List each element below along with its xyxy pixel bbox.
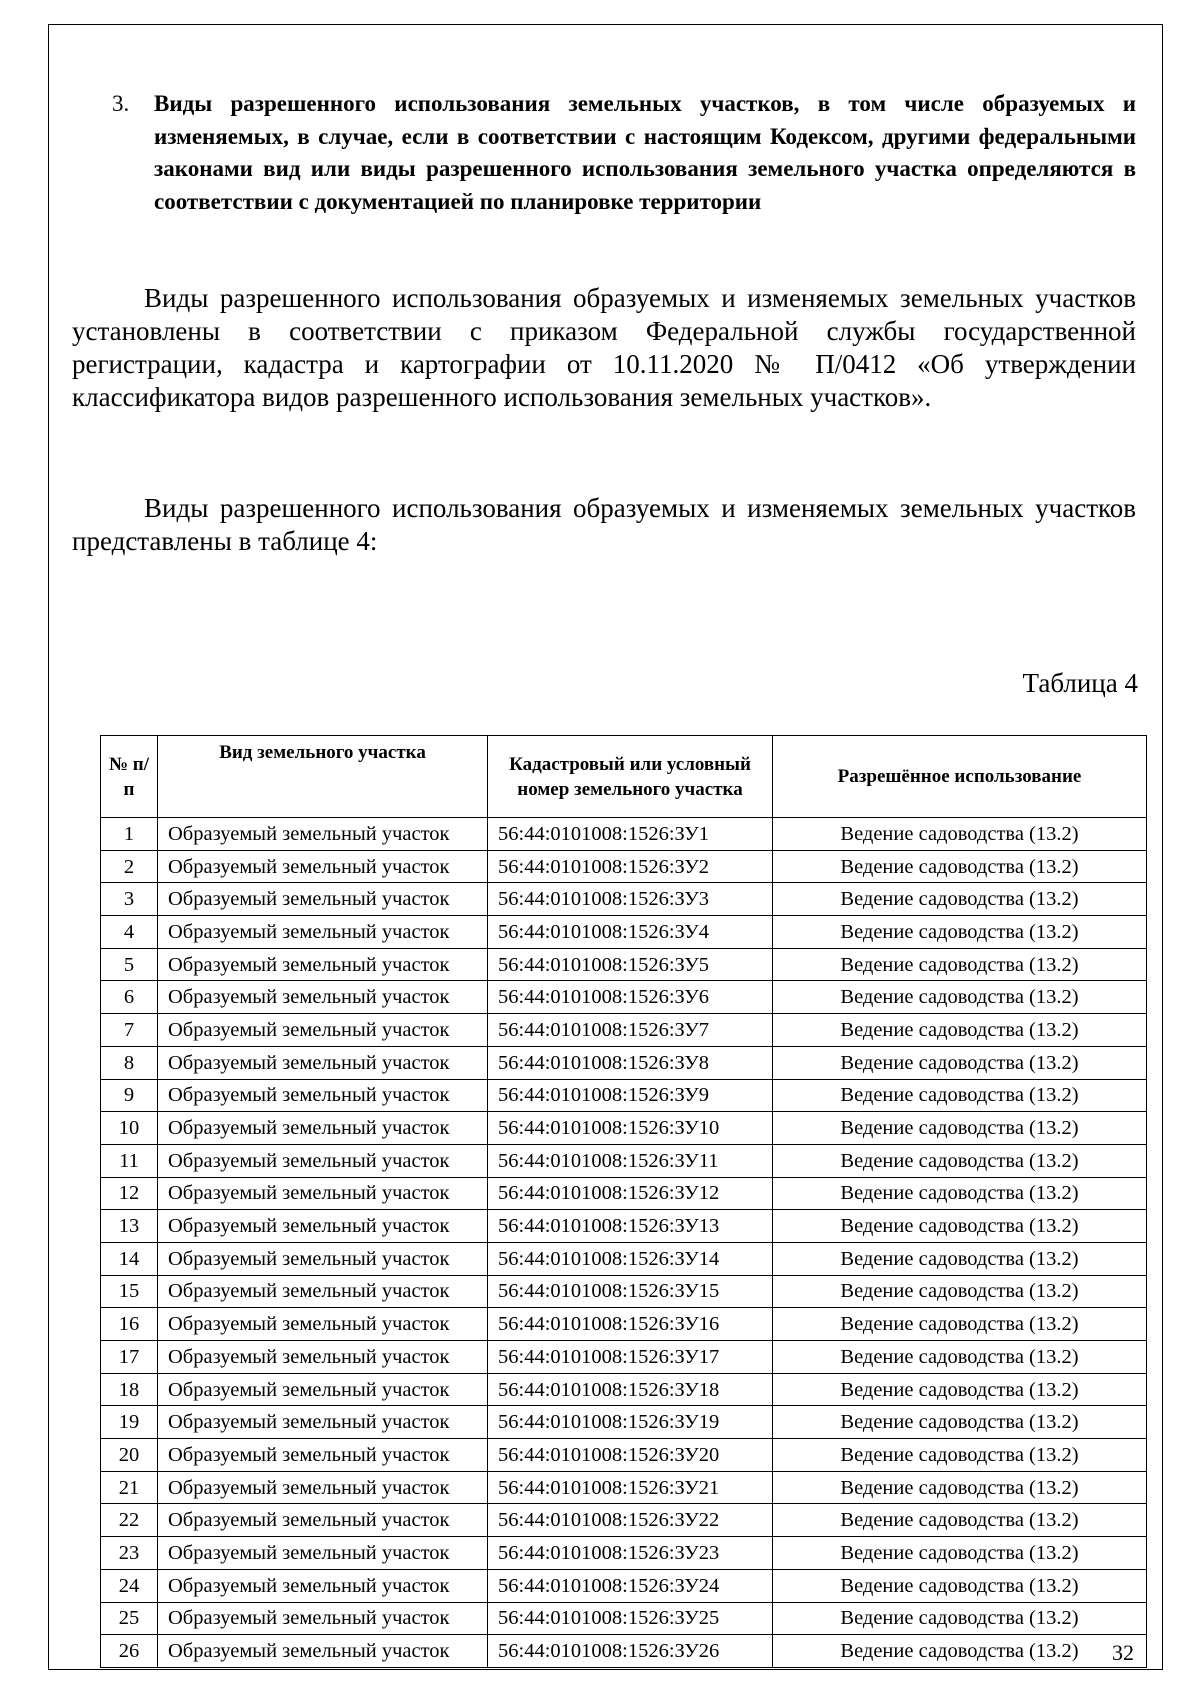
cell-plot-type: Образуемый земельный участок (158, 1112, 488, 1145)
table-row (101, 1341, 1147, 1374)
cell-num: 17 (101, 1341, 158, 1374)
cell-num: 13 (101, 1210, 158, 1243)
table-row (101, 916, 1147, 949)
table-row (101, 1471, 1147, 1504)
cell-permitted-use: Ведение садоводства (13.2) (773, 850, 1147, 883)
table-row (101, 818, 1147, 851)
cell-permitted-use: Ведение садоводства (13.2) (773, 1014, 1147, 1047)
table-row (101, 1308, 1147, 1341)
cell-permitted-use: Ведение садоводства (13.2) (773, 1537, 1147, 1570)
cell-plot-type: Образуемый земельный участок (158, 916, 488, 949)
cell-cadastral-number: 56:44:0101008:1526:ЗУ18 (488, 1373, 773, 1406)
cell-num: 9 (101, 1079, 158, 1112)
cell-plot-type: Образуемый земельный участок (158, 1275, 488, 1308)
cell-cadastral-number: 56:44:0101008:1526:ЗУ2 (488, 850, 773, 883)
cell-cadastral-number: 56:44:0101008:1526:ЗУ22 (488, 1504, 773, 1537)
cell-permitted-use: Ведение садоводства (13.2) (773, 1439, 1147, 1472)
section-number: 3. (112, 91, 130, 116)
cell-plot-type: Образуемый земельный участок (158, 818, 488, 851)
page-number: 32 (1112, 1640, 1134, 1665)
cell-plot-type: Образуемый земельный участок (158, 1602, 488, 1635)
cell-permitted-use: Ведение садоводства (13.2) (773, 1406, 1147, 1439)
cell-permitted-use: Ведение садоводства (13.2) (773, 1373, 1147, 1406)
cell-cadastral-number: 56:44:0101008:1526:ЗУ1 (488, 818, 773, 851)
cell-num: 6 (101, 981, 158, 1014)
cell-plot-type: Образуемый земельный участок (158, 1144, 488, 1177)
cell-permitted-use: Ведение садоводства (13.2) (773, 1275, 1147, 1308)
cell-cadastral-number: 56:44:0101008:1526:ЗУ6 (488, 981, 773, 1014)
cell-permitted-use: Ведение садоводства (13.2) (773, 1144, 1147, 1177)
table-row (101, 883, 1147, 916)
cell-permitted-use: Ведение садоводства (13.2) (773, 1177, 1147, 1210)
cell-num: 26 (101, 1635, 158, 1668)
table-row (101, 1014, 1147, 1047)
cell-cadastral-number: 56:44:0101008:1526:ЗУ12 (488, 1177, 773, 1210)
section-heading (112, 88, 1136, 218)
cell-num: 21 (101, 1471, 158, 1504)
cell-plot-type: Образуемый земельный участок (158, 1014, 488, 1047)
cell-num: 10 (101, 1112, 158, 1145)
cell-plot-type: Образуемый земельный участок (158, 1439, 488, 1472)
cell-num: 24 (101, 1569, 158, 1602)
cell-cadastral-number: 56:44:0101008:1526:ЗУ15 (488, 1275, 773, 1308)
cell-cadastral-number: 56:44:0101008:1526:ЗУ8 (488, 1046, 773, 1079)
cell-permitted-use: Ведение садоводства (13.2) (773, 1471, 1147, 1504)
cell-permitted-use: Ведение садоводства (13.2) (773, 1308, 1147, 1341)
cell-cadastral-number: 56:44:0101008:1526:ЗУ7 (488, 1014, 773, 1047)
cell-cadastral-number: 56:44:0101008:1526:ЗУ9 (488, 1079, 773, 1112)
cell-num: 18 (101, 1373, 158, 1406)
cell-permitted-use: Ведение садоводства (13.2) (773, 1242, 1147, 1275)
table-row (101, 1079, 1147, 1112)
table-row (101, 1144, 1147, 1177)
cell-plot-type: Образуемый земельный участок (158, 1406, 488, 1439)
cell-num: 4 (101, 916, 158, 949)
header-cadastral-number: Кадастровый или условный номер земельного участка (488, 736, 773, 818)
cell-num: 14 (101, 1242, 158, 1275)
table-row (101, 1504, 1147, 1537)
table-row (101, 1537, 1147, 1570)
cell-num: 1 (101, 818, 158, 851)
cell-num: 23 (101, 1537, 158, 1570)
cell-permitted-use: Ведение садоводства (13.2) (773, 1635, 1147, 1668)
cell-num: 25 (101, 1602, 158, 1635)
cell-plot-type: Образуемый земельный участок (158, 1046, 488, 1079)
cell-plot-type: Образуемый земельный участок (158, 1537, 488, 1570)
cell-num: 3 (101, 883, 158, 916)
cell-permitted-use: Ведение садоводства (13.2) (773, 1046, 1147, 1079)
table-row (101, 1112, 1147, 1145)
cell-num: 8 (101, 1046, 158, 1079)
cell-plot-type: Образуемый земельный участок (158, 1341, 488, 1374)
table-row (101, 981, 1147, 1014)
cell-num: 20 (101, 1439, 158, 1472)
cell-plot-type: Образуемый земельный участок (158, 883, 488, 916)
cell-num: 12 (101, 1177, 158, 1210)
cell-num: 2 (101, 850, 158, 883)
cell-plot-type: Образуемый земельный участок (158, 1177, 488, 1210)
cell-cadastral-number: 56:44:0101008:1526:ЗУ25 (488, 1602, 773, 1635)
table-row (101, 1635, 1147, 1668)
section-title: Виды разрешенного использования земельных участков, в том числе образуемых и изменяемых, в случае, если в соответствии с настоящим Кодексом, другими федеральными законами вид или виды разрешенного использования земельного участка определяются в соответствии с документацией по планировке территории (154, 91, 1136, 214)
cell-plot-type: Образуемый земельный участок (158, 1242, 488, 1275)
table-caption: Таблица 4 (1022, 668, 1138, 698)
cell-permitted-use: Ведение садоводства (13.2) (773, 818, 1147, 851)
cell-plot-type: Образуемый земельный участок (158, 1210, 488, 1243)
cell-permitted-use: Ведение садоводства (13.2) (773, 1112, 1147, 1145)
table-row (101, 1046, 1147, 1079)
cell-permitted-use: Ведение садоводства (13.2) (773, 1210, 1147, 1243)
cell-permitted-use: Ведение садоводства (13.2) (773, 1504, 1147, 1537)
cell-cadastral-number: 56:44:0101008:1526:ЗУ17 (488, 1341, 773, 1374)
cell-cadastral-number: 56:44:0101008:1526:ЗУ3 (488, 883, 773, 916)
cell-cadastral-number: 56:44:0101008:1526:ЗУ4 (488, 916, 773, 949)
table-row (101, 1406, 1147, 1439)
header-permitted-use: Разрешённое использование (773, 736, 1147, 818)
land-plots-table (100, 735, 1147, 1668)
cell-num: 11 (101, 1144, 158, 1177)
cell-plot-type: Образуемый земельный участок (158, 981, 488, 1014)
cell-num: 16 (101, 1308, 158, 1341)
table-row (101, 1439, 1147, 1472)
table-row (101, 948, 1147, 981)
cell-cadastral-number: 56:44:0101008:1526:ЗУ13 (488, 1210, 773, 1243)
paragraph-table-intro: Виды разрешенного использования образуемых и изменяемых земельных участков представлены в таблице 4: (72, 493, 1136, 556)
cell-plot-type: Образуемый земельный участок (158, 850, 488, 883)
cell-cadastral-number: 56:44:0101008:1526:ЗУ26 (488, 1635, 773, 1668)
cell-plot-type: Образуемый земельный участок (158, 1504, 488, 1537)
table-row (101, 850, 1147, 883)
cell-num: 15 (101, 1275, 158, 1308)
cell-cadastral-number: 56:44:0101008:1526:ЗУ23 (488, 1537, 773, 1570)
table-row (101, 1602, 1147, 1635)
cell-cadastral-number: 56:44:0101008:1526:ЗУ20 (488, 1439, 773, 1472)
cell-plot-type: Образуемый земельный участок (158, 1569, 488, 1602)
cell-num: 19 (101, 1406, 158, 1439)
cell-cadastral-number: 56:44:0101008:1526:ЗУ19 (488, 1406, 773, 1439)
table-row (101, 1275, 1147, 1308)
cell-permitted-use: Ведение садоводства (13.2) (773, 1341, 1147, 1374)
header-plot-type: Вид земельного участка (158, 736, 488, 818)
table-row (101, 1373, 1147, 1406)
cell-cadastral-number: 56:44:0101008:1526:ЗУ11 (488, 1144, 773, 1177)
cell-plot-type: Образуемый земельный участок (158, 1308, 488, 1341)
cell-num: 5 (101, 948, 158, 981)
cell-cadastral-number: 56:44:0101008:1526:ЗУ16 (488, 1308, 773, 1341)
table-header-row (101, 736, 1147, 818)
table-row (101, 1210, 1147, 1243)
cell-plot-type: Образуемый земельный участок (158, 1079, 488, 1112)
cell-permitted-use: Ведение садоводства (13.2) (773, 981, 1147, 1014)
cell-num: 7 (101, 1014, 158, 1047)
table-body (101, 818, 1147, 1668)
cell-permitted-use: Ведение садоводства (13.2) (773, 883, 1147, 916)
table-row (101, 1177, 1147, 1210)
cell-plot-type: Образуемый земельный участок (158, 1373, 488, 1406)
cell-plot-type: Образуемый земельный участок (158, 1635, 488, 1668)
cell-permitted-use: Ведение садоводства (13.2) (773, 1602, 1147, 1635)
cell-num: 22 (101, 1504, 158, 1537)
cell-cadastral-number: 56:44:0101008:1526:ЗУ5 (488, 948, 773, 981)
table-row (101, 1242, 1147, 1275)
cell-permitted-use: Ведение садоводства (13.2) (773, 1569, 1147, 1602)
cell-permitted-use: Ведение садоводства (13.2) (773, 1079, 1147, 1112)
cell-cadastral-number: 56:44:0101008:1526:ЗУ14 (488, 1242, 773, 1275)
cell-cadastral-number: 56:44:0101008:1526:ЗУ10 (488, 1112, 773, 1145)
header-num: № п/п (101, 736, 158, 818)
table-row (101, 1569, 1147, 1602)
cell-permitted-use: Ведение садоводства (13.2) (773, 948, 1147, 981)
cell-plot-type: Образуемый земельный участок (158, 948, 488, 981)
paragraph-classifier: Виды разрешенного использования образуемых и изменяемых земельных участков установлены в соответствии с приказом Федеральной службы государственной регистрации, кадастра и картографии от 10.11.2020 № П/0412 «Об утверждении классификатора видов разрешенного использования земельных участков». (72, 283, 1136, 412)
cell-cadastral-number: 56:44:0101008:1526:ЗУ21 (488, 1471, 773, 1504)
cell-permitted-use: Ведение садоводства (13.2) (773, 916, 1147, 949)
cell-plot-type: Образуемый земельный участок (158, 1471, 488, 1504)
cell-cadastral-number: 56:44:0101008:1526:ЗУ24 (488, 1569, 773, 1602)
